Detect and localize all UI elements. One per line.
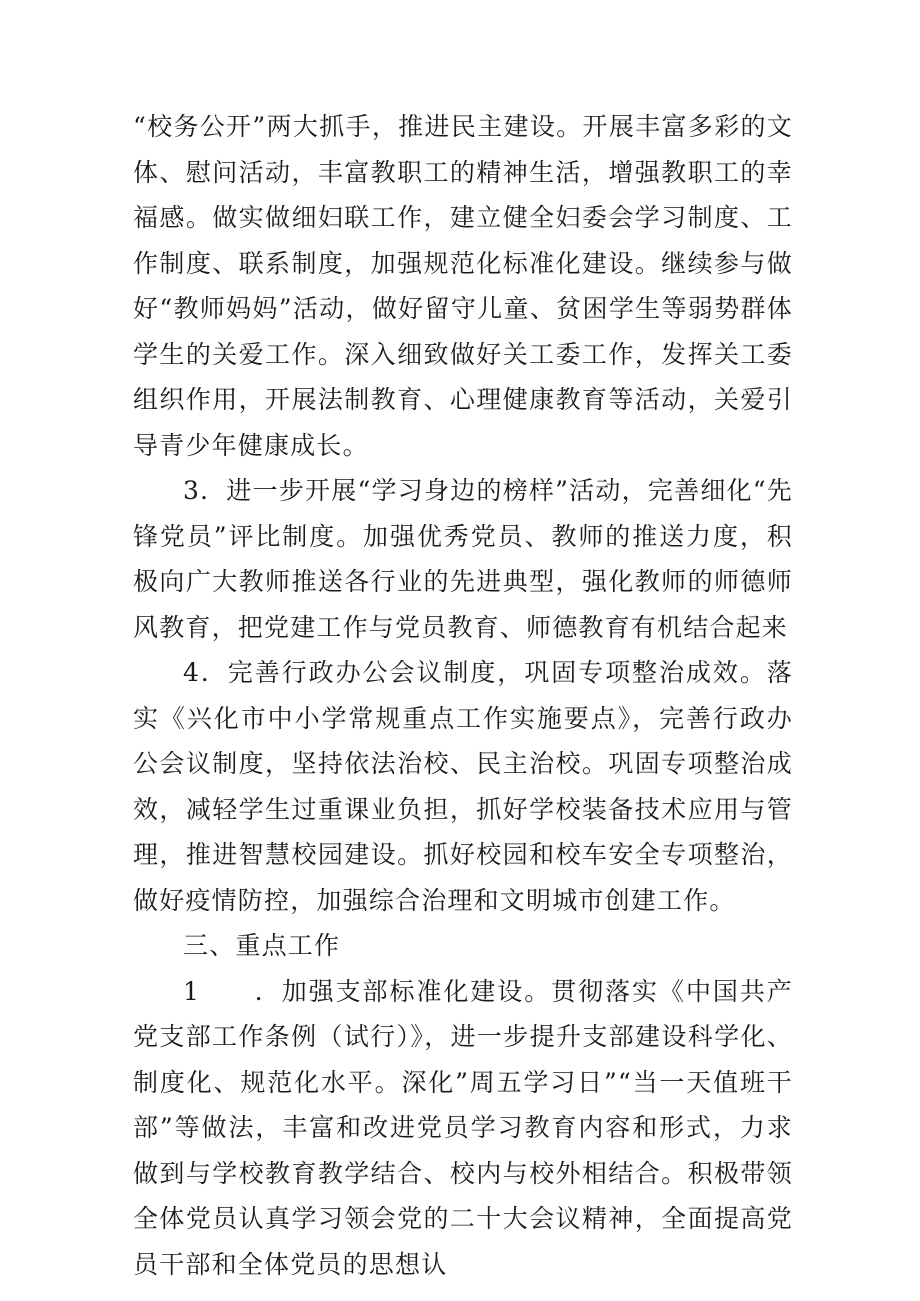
paragraph-item-4: 4．完善行政办公会议制度，巩固专项整治成效。落实《兴化市中小学常规重点工作实施要点》，完善行政办公会议制度，坚持依法治校、民主治校。巩固专项整治成效，减轻学生过重课业负担，抓好学校装备技术应用与管理，推进智慧校园建设。抓好校园和校车安全专项整治，做好疫情防控，加强综合治理和文明城市创建工作。 xyxy=(133,658,793,915)
paragraph-section-item-1: 1 ．加强支部标准化建设。贯彻落实《中国共产党支部工作条例（试行）》，进一步提升支部建设科学化、制度化、规范化水平。深化”周五学习日”“当一天值班干部”等做法，丰富和改进党员学习教育内容和形式，力求做到与学校教育教学结合、校内与校外相结合。积极带领全体党员认真学习领会党的二十大会议精神，全面提高党员干部和全体党员的思想认 xyxy=(133,976,793,1279)
document-body xyxy=(133,104,793,1287)
paragraph-item-3: 3．进一步开展“学习身边的榜样”活动，完善细化“先锋党员”评比制度。加强优秀党员、教师的推送力度，积极向广大教师推送各行业的先进典型，强化教师的师德师风教育，把党建工作与党员教育、师德教育有机结合起来 xyxy=(133,476,793,642)
paragraph-continuation: “校务公开”两大抓手，推进民主建设。开展丰富多彩的文体、慰问活动，丰富教职工的精神生活，增强教职工的幸福感。做实做细妇联工作，建立健全妇委会学习制度、工作制度、联系制度，加强规范化标准化建设。继续参与做好“教师妈妈”活动，做好留守儿童、贫困学生等弱势群体学生的关爱工作。深入细致做好关工委工作，发挥关工委组织作用，开展法制教育、心理健康教育等活动，关爱引导青少年健康成长。 xyxy=(133,112,793,460)
section-heading: 三、重点工作 xyxy=(183,931,341,960)
